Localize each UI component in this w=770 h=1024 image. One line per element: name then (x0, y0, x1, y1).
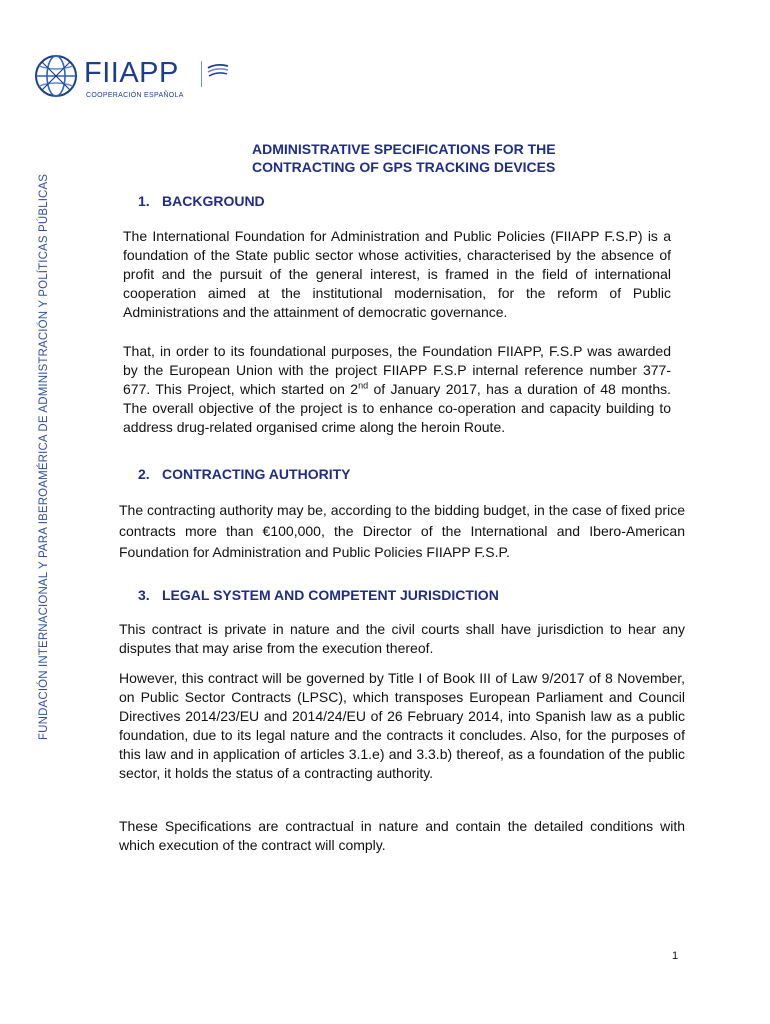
section-heading-background (138, 193, 265, 209)
logo-divider (201, 61, 202, 87)
background-paragraph-2-part-a: That, in order to its foundational purposes, the Foundation FIIAPP, F.S.P was awarded by the European Union with the project FIIAPP F.S.P internal reference number 377-677. This Project, which started on 2 (123, 343, 671, 397)
cooperacion-espanola-emblem-icon (206, 62, 230, 80)
section-title: BACKGROUND (162, 193, 265, 209)
page-number: 1 (672, 950, 679, 962)
background-paragraph-2 (123, 342, 671, 437)
globe-icon (34, 54, 78, 98)
document-title (252, 140, 556, 176)
legal-paragraph-2: However, this contract will be governed by Title I of Book III of Law 9/2017 of 8 November, on Public Sector Contracts (LPSC), which transposes European Parliament and Council Directives 2014/23/EU and 2014/24/EU of 26 February 2014, into Spanish law as a public foundation, due to its legal nature and the contracts it concludes. Also, for the purposes of this law and in application of articles 3.1.e) and 3.3.b) thereof, as a foundation of the public sector, it holds the status of a contracting authority. (119, 670, 685, 781)
title-line-2: CONTRACTING OF GPS TRACKING DEVICES (252, 159, 556, 175)
background-paragraph-1: The International Foundation for Administration and Public Policies (FIIAPP F.S.P) is a foundation of the State public sector whose activities, characterised by the absence of profit and the pursuit of the general interest, is framed in the field of international cooperation aimed at the institutional modernisation, for the reform of Public Administrations and the attainment of democratic governance. (123, 228, 671, 320)
section-title: CONTRACTING AUTHORITY (162, 466, 351, 482)
section-number: 2. (138, 466, 150, 482)
section-number: 3. (138, 587, 150, 603)
foundation-side-text: FUNDACIÓN INTERNACIONAL Y PARA IBEROAMÉRICA DE ADMINISTRACIÓN Y POLÍTICAS PÚBLICAS (38, 173, 50, 740)
section-number: 1. (138, 193, 150, 209)
authority-paragraph: The contracting authority may be, according to the bidding budget, in the case of fixed price contracts more than €100,000, the Director of the International and Ibero-American Foundation for Administration and Public Policies FIIAPP F.S.P. (119, 502, 685, 560)
fiiapp-logo (34, 52, 244, 104)
legal-paragraph-1: This contract is private in nature and the civil courts shall have jurisdiction to hear any disputes that may arise from the execution thereof. (119, 621, 685, 656)
title-line-1: ADMINISTRATIVE SPECIFICATIONS FOR THE (252, 141, 556, 157)
section-heading-legal-system (138, 587, 499, 603)
background-paragraph-2-part-b: of January 2017, has a duration of 48 months. The overall objective of the project is to enhance co-operation and capacity building to address drug-related organised crime along the heroin Route. (123, 381, 671, 435)
section-heading-contracting-authority (138, 466, 350, 482)
logo-brand: FIIAPP (84, 57, 179, 89)
ordinal-suffix: nd (358, 380, 369, 391)
logo-subtitle: COOPERACIÓN ESPAÑOLA (86, 92, 184, 99)
section-title: LEGAL SYSTEM AND COMPETENT JURISDICTION (162, 587, 499, 603)
legal-paragraph-3: These Specifications are contractual in nature and contain the detailed conditions with which execution of the contract will comply. (119, 818, 685, 853)
